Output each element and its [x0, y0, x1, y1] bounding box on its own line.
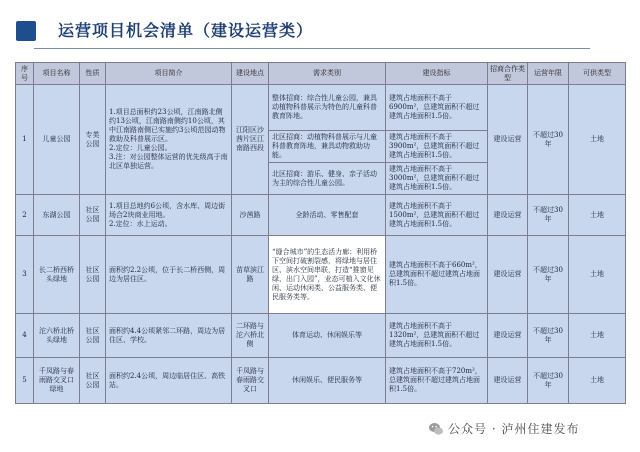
build-indicator: 建筑占地面积不高于1320m²，总建筑面积不超过建筑占地面积1.5倍。 — [386, 314, 488, 358]
intro-line: 面积约2.4公顷，周边临居住区、高铁站。 — [109, 371, 226, 389]
header-cell: 项目简介 — [106, 63, 232, 85]
row-number: 1 — [16, 85, 34, 195]
project-nature: 社区公园 — [80, 314, 106, 358]
intro-line: 2.定位：水上运动。 — [109, 219, 172, 228]
supply-type: 土地 — [569, 85, 626, 195]
intro-line: 面积约2.2公顷，位于长二桥西侧，周边为居住区。 — [109, 265, 226, 283]
table-header-row — [16, 63, 626, 85]
project-name: 东湖公园 — [34, 195, 80, 236]
row-number: 3 — [16, 236, 34, 314]
title-bar — [0, 0, 640, 50]
project-name: 儿童公园 — [34, 85, 80, 195]
need-category: 全龄活动、零售配套 — [269, 195, 386, 236]
intro-line: 1.项目总地约6公顷，含水库、周边街场合2块商业用地。 — [109, 201, 226, 219]
project-nature: 社区公园 — [80, 195, 106, 236]
supply-type: 土地 — [569, 195, 626, 236]
intro-line: 面积约4.4公顷紧邻二环路，周边为居住区、学校。 — [109, 326, 226, 344]
operation-years: 不超过30年 — [528, 195, 569, 236]
project-intro — [106, 195, 232, 236]
table-row — [16, 195, 626, 236]
coop-type: 建设运营 — [488, 195, 528, 236]
need-category: 北区招商：动植物科普展示与儿童科普教育阵地，兼具动物救助功能。 — [269, 131, 386, 163]
project-location: 苗草滨江路 — [232, 236, 269, 314]
project-location: 沙茜路 — [232, 195, 269, 236]
operation-years: 不超过30年 — [528, 314, 569, 358]
operation-years: 不超过30年 — [528, 358, 569, 404]
project-location: 千凤路与春雨路交叉口 — [232, 358, 269, 404]
intro-line: 1.项目总面积约23公顷，江南路北侧约13公顷，江南路南侧约10公顷，其中江南路南侧已实施约3公顷范园动物救助及科普展示区。 — [109, 108, 226, 143]
project-intro — [106, 358, 232, 404]
title-divider — [34, 48, 590, 49]
project-nature: 专类公园 — [80, 85, 106, 195]
need-category: 休闲娱乐、便民服务等 — [269, 358, 386, 404]
project-location: 二环路与沱六桥北侧 — [232, 314, 269, 358]
watermark — [428, 420, 579, 437]
intro-line: 3.注：对公园整体运营的优先级高于南北区单独运营。 — [109, 153, 228, 170]
header-cell: 序号 — [16, 63, 34, 85]
need-category: 体育运动、休闲娱乐等 — [269, 314, 386, 358]
page-title: 运营项目机会清单（建设运营类） — [58, 21, 314, 40]
project-intro — [106, 236, 232, 314]
build-indicator: 建筑占地面积不高于3000m²，总建筑面积不超过建筑占地面积1.5倍。 — [386, 163, 488, 195]
build-indicator: 建筑占地面积不高于6900m²，总建筑面积不超过建筑占地面积1.5倍。 — [386, 85, 488, 131]
header-cell: 需求类别 — [269, 63, 386, 85]
project-name: 长二桥西桥头绿地 — [34, 236, 80, 314]
table-row — [16, 236, 626, 314]
header-cell: 项目名称 — [34, 63, 80, 85]
project-intro — [106, 85, 232, 195]
coop-type: 建设运营 — [488, 85, 528, 195]
supply-type: 土地 — [569, 358, 626, 404]
watermark-text: 公众号 · 泸州住建发布 — [448, 422, 580, 436]
need-category: 北区招商：游乐、健身、亲子活动为主的综合性儿童公园。 — [269, 163, 386, 195]
project-nature: 社区公园 — [80, 358, 106, 404]
operation-years: 不超过30年 — [528, 236, 569, 314]
header-cell: 运营年限 — [528, 63, 569, 85]
square-bullet-icon — [16, 21, 36, 41]
project-location: 江阳区沙茜片区江南路西段 — [232, 85, 269, 195]
coop-type: 建设运营 — [488, 314, 528, 358]
coop-type: 建设运营 — [488, 358, 528, 404]
table-row — [16, 314, 626, 358]
header-cell: 建设指标 — [386, 63, 488, 85]
build-indicator: 建筑占地面积不高于1500m²，总建筑面积不超过建筑占地面积1.5倍。 — [386, 195, 488, 236]
header-cell: 建设地点 — [232, 63, 269, 85]
operation-years: 不超过30年 — [528, 85, 569, 195]
project-nature: 社区公园 — [80, 236, 106, 314]
row-number: 2 — [16, 195, 34, 236]
wechat-logo-icon — [428, 421, 444, 437]
header-cell: 性质 — [80, 63, 106, 85]
project-name: 千凤路与春雨路交叉口绿地 — [34, 358, 80, 404]
row-number: 5 — [16, 358, 34, 404]
project-name: 沱六桥北桥头绿地 — [34, 314, 80, 358]
row-number: 4 — [16, 314, 34, 358]
project-intro — [106, 314, 232, 358]
table-row — [16, 358, 626, 404]
header-cell: 可供类型 — [569, 63, 626, 85]
build-indicator: 建筑占地面积不高于720m²，总建筑面积不超过建筑占地面积1.5倍。 — [386, 358, 488, 404]
need-category: “缝合城市”的生态活力廊：利用桥下空间打破割裂感，将绿地与居住区、滨水空间串联，打造“推窗见绿、出门入园”，业态可植入文化休闲、运动休闲类、公益服务类、便民服务类等。 — [269, 236, 386, 314]
table-row — [16, 85, 626, 131]
build-indicator: 建筑占地面积不高于3900m²，总建筑面积不超过建筑占地面积1.5倍。 — [386, 131, 488, 163]
header-cell: 招商合作类型 — [488, 63, 528, 85]
intro-line: 2.定位：儿童公园。 — [109, 144, 172, 152]
supply-type: 土地 — [569, 314, 626, 358]
supply-type: 土地 — [569, 236, 626, 314]
coop-type: 建设运营 — [488, 236, 528, 314]
build-indicator: 建筑占地面积不高于660m²，总建筑面积不超过建筑占地面积1.5倍。 — [386, 236, 488, 314]
project-table — [15, 62, 626, 404]
need-category: 整体招商：综合性儿童公园，兼具动植物科普展示为特色的儿童科普教育阵地。 — [269, 85, 386, 131]
